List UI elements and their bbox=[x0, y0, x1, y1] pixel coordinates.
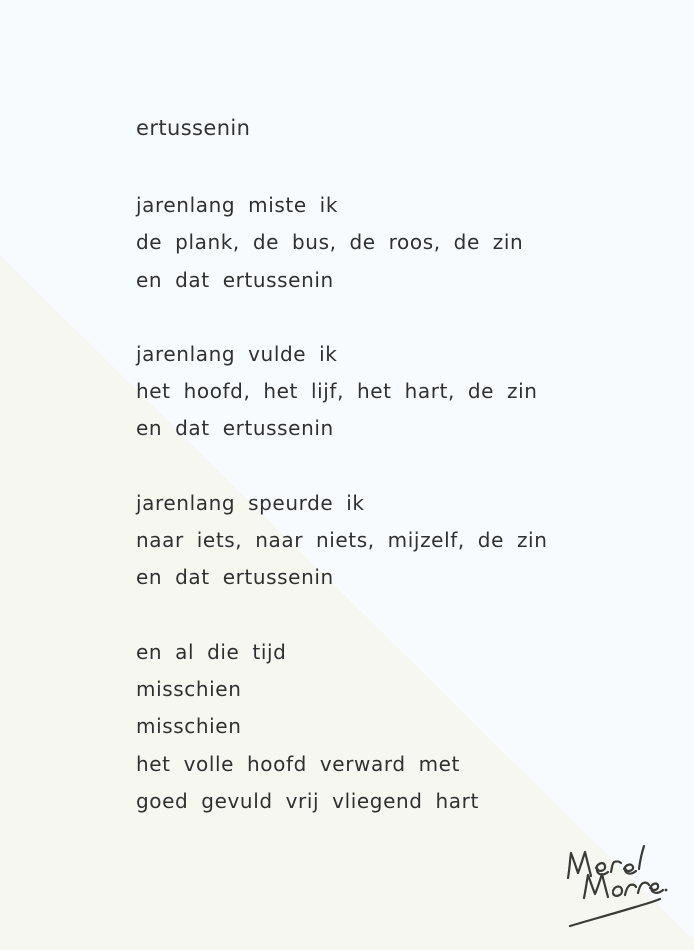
stanza-3 bbox=[136, 485, 656, 597]
stanza-4-line-3: misschien bbox=[136, 714, 242, 739]
stanza-2 bbox=[136, 336, 656, 448]
stanza-4-line-4: het volle hoofd verward met bbox=[136, 751, 460, 776]
stanza-1-line-1: jarenlang miste ik bbox=[136, 193, 339, 217]
stanza-4-line-1: en al die tijd bbox=[136, 639, 287, 664]
stanza-1 bbox=[136, 187, 656, 299]
stanza-2-line-3: en dat ertussenin bbox=[136, 416, 334, 441]
stanza-4 bbox=[136, 634, 656, 820]
stanza-2-line-2: het hoofd, het lijf, het hart, de zin bbox=[136, 379, 538, 404]
stanza-3-line-3: en dat ertussenin bbox=[136, 565, 334, 590]
poem-title: ertussenin bbox=[136, 116, 251, 140]
poem-stanzas bbox=[136, 187, 656, 820]
stanza-4-line-5: goed gevuld vrij vliegend hart bbox=[136, 788, 479, 813]
stanza-3-line-2: naar iets, naar niets, mijzelf, de zin bbox=[136, 528, 548, 553]
stanza-1-line-2: de plank, de bus, de roos, de zin bbox=[136, 230, 524, 255]
stanza-4-line-2: misschien bbox=[136, 676, 242, 701]
stanza-3-line-1: jarenlang speurde ik bbox=[136, 490, 365, 515]
stanza-2-line-1: jarenlang vulde ik bbox=[136, 341, 338, 366]
stanza-1-line-3: en dat ertussenin bbox=[136, 267, 334, 292]
signature-icon bbox=[558, 838, 678, 938]
poem bbox=[136, 113, 656, 857]
